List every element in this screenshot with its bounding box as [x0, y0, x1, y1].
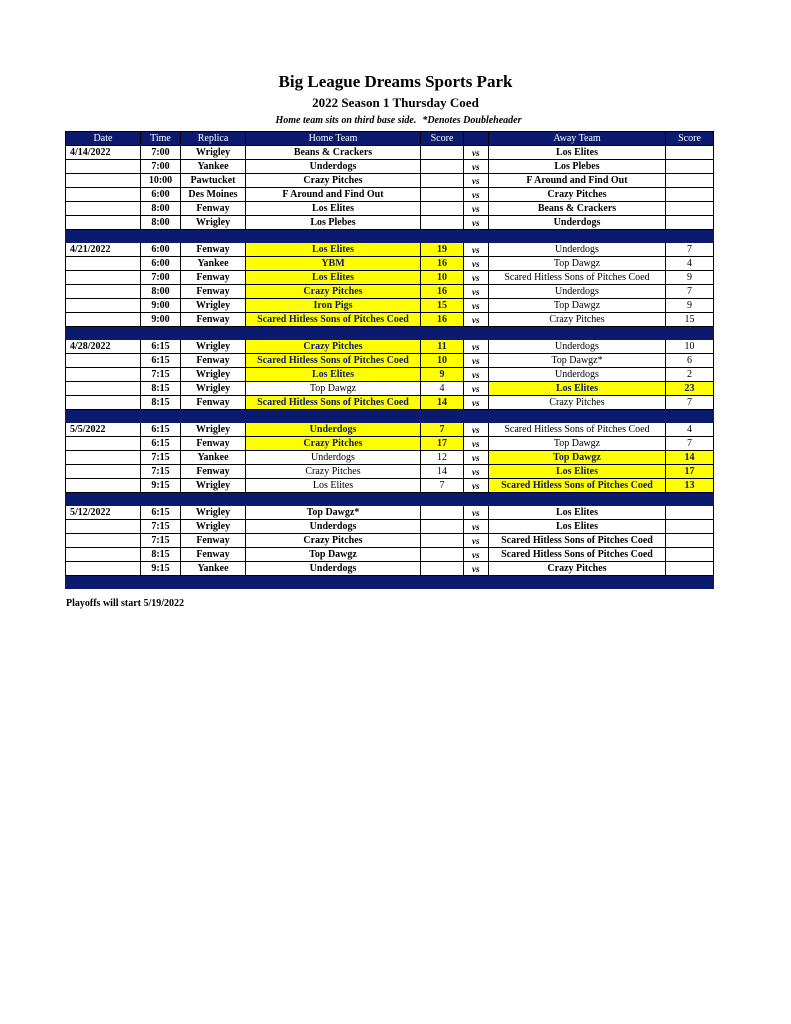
- away-team: Crazy Pitches: [489, 313, 666, 327]
- game-date: [66, 534, 141, 548]
- game-row: [66, 451, 714, 465]
- vs-label: vs: [464, 548, 489, 562]
- schedule-note: [0, 115, 791, 126]
- game-row: [66, 174, 714, 188]
- away-team: Scared Hitless Sons of Pitches Coed: [489, 271, 666, 285]
- game-replica: Wrigley: [181, 146, 246, 160]
- home-team: Underdogs: [246, 562, 421, 576]
- vs-label: vs: [464, 534, 489, 548]
- home-team: Los Elites: [246, 271, 421, 285]
- home-score: 7: [421, 423, 464, 437]
- away-team: F Around and Find Out: [489, 174, 666, 188]
- game-date: 4/21/2022: [66, 243, 141, 257]
- game-replica: Fenway: [181, 313, 246, 327]
- away-score: 7: [666, 396, 714, 410]
- game-date: 5/5/2022: [66, 423, 141, 437]
- game-row: [66, 396, 714, 410]
- away-team: Los Elites: [489, 465, 666, 479]
- game-time: 6:00: [141, 257, 181, 271]
- away-score: 13: [666, 479, 714, 493]
- week-separator: [66, 327, 714, 340]
- home-team: Scared Hitless Sons of Pitches Coed: [246, 396, 421, 410]
- away-team: Scared Hitless Sons of Pitches Coed: [489, 548, 666, 562]
- game-date: [66, 368, 141, 382]
- home-score: [421, 174, 464, 188]
- vs-label: vs: [464, 506, 489, 520]
- game-time: 9:00: [141, 299, 181, 313]
- away-team: Scared Hitless Sons of Pitches Coed: [489, 534, 666, 548]
- game-time: 7:00: [141, 146, 181, 160]
- away-team: Los Elites: [489, 520, 666, 534]
- game-time: 10:00: [141, 174, 181, 188]
- game-replica: Wrigley: [181, 216, 246, 230]
- vs-label: vs: [464, 437, 489, 451]
- home-score: [421, 202, 464, 216]
- game-date: [66, 354, 141, 368]
- game-row: [66, 202, 714, 216]
- home-score: [421, 562, 464, 576]
- vs-label: vs: [464, 160, 489, 174]
- game-row: [66, 562, 714, 576]
- game-time: 6:00: [141, 188, 181, 202]
- game-date: [66, 479, 141, 493]
- vs-label: vs: [464, 216, 489, 230]
- away-score: [666, 188, 714, 202]
- game-replica: Wrigley: [181, 520, 246, 534]
- note-doubleheader: *Denotes Doubleheader: [422, 115, 522, 126]
- away-score: 4: [666, 423, 714, 437]
- away-score: 15: [666, 313, 714, 327]
- game-time: 7:15: [141, 368, 181, 382]
- week-separator: [66, 230, 714, 243]
- game-replica: Fenway: [181, 243, 246, 257]
- schedule-body: [66, 146, 714, 589]
- home-score: 15: [421, 299, 464, 313]
- vs-label: vs: [464, 340, 489, 354]
- game-replica: Yankee: [181, 257, 246, 271]
- game-replica: Wrigley: [181, 382, 246, 396]
- home-score: [421, 216, 464, 230]
- game-replica: Wrigley: [181, 340, 246, 354]
- away-team: Los Elites: [489, 146, 666, 160]
- home-score: 12: [421, 451, 464, 465]
- game-time: 7:15: [141, 520, 181, 534]
- away-score: [666, 506, 714, 520]
- away-score: [666, 216, 714, 230]
- away-team: Crazy Pitches: [489, 188, 666, 202]
- game-date: [66, 257, 141, 271]
- vs-label: vs: [464, 396, 489, 410]
- away-score: 9: [666, 271, 714, 285]
- game-row: [66, 368, 714, 382]
- game-replica: Fenway: [181, 354, 246, 368]
- away-team: Los Elites: [489, 506, 666, 520]
- away-score: 9: [666, 299, 714, 313]
- game-time: 7:00: [141, 271, 181, 285]
- vs-label: vs: [464, 313, 489, 327]
- separator-bar: [66, 327, 714, 340]
- game-row: [66, 534, 714, 548]
- game-row: [66, 437, 714, 451]
- away-team: Beans & Crackers: [489, 202, 666, 216]
- game-date: [66, 548, 141, 562]
- game-time: 8:15: [141, 382, 181, 396]
- away-score: [666, 160, 714, 174]
- vs-label: vs: [464, 465, 489, 479]
- away-score: [666, 548, 714, 562]
- game-date: [66, 202, 141, 216]
- separator-bar: [66, 230, 714, 243]
- home-team: Crazy Pitches: [246, 285, 421, 299]
- vs-label: vs: [464, 479, 489, 493]
- vs-label: vs: [464, 299, 489, 313]
- home-team: Underdogs: [246, 160, 421, 174]
- game-replica: Fenway: [181, 465, 246, 479]
- game-date: [66, 562, 141, 576]
- home-score: 16: [421, 285, 464, 299]
- game-date: [66, 465, 141, 479]
- home-score: [421, 520, 464, 534]
- week-separator: [66, 576, 714, 589]
- vs-label: vs: [464, 174, 489, 188]
- column-header-vs: [464, 132, 489, 146]
- away-score: 2: [666, 368, 714, 382]
- home-team: Beans & Crackers: [246, 146, 421, 160]
- home-score: [421, 506, 464, 520]
- away-score: 7: [666, 285, 714, 299]
- game-time: 6:15: [141, 340, 181, 354]
- home-team: Los Elites: [246, 368, 421, 382]
- home-score: 16: [421, 257, 464, 271]
- away-score: [666, 174, 714, 188]
- home-team: Crazy Pitches: [246, 465, 421, 479]
- column-header-time: Time: [141, 132, 181, 146]
- separator-bar: [66, 493, 714, 506]
- away-team: Top Dawgz: [489, 451, 666, 465]
- game-date: [66, 216, 141, 230]
- game-date: [66, 520, 141, 534]
- column-header-away-team: Away Team: [489, 132, 666, 146]
- away-team: Scared Hitless Sons of Pitches Coed: [489, 423, 666, 437]
- game-date: [66, 299, 141, 313]
- vs-label: vs: [464, 271, 489, 285]
- page-subtitle: 2022 Season 1 Thursday Coed: [312, 95, 479, 110]
- home-team: Underdogs: [246, 451, 421, 465]
- game-row: [66, 548, 714, 562]
- away-score: 6: [666, 354, 714, 368]
- away-team: Scared Hitless Sons of Pitches Coed: [489, 479, 666, 493]
- game-row: [66, 299, 714, 313]
- away-team: Underdogs: [489, 216, 666, 230]
- home-score: 10: [421, 354, 464, 368]
- home-team: Top Dawgz*: [246, 506, 421, 520]
- game-date: [66, 188, 141, 202]
- game-date: [66, 174, 141, 188]
- home-team: Crazy Pitches: [246, 340, 421, 354]
- table-header-row: [66, 132, 714, 146]
- home-team: Scared Hitless Sons of Pitches Coed: [246, 354, 421, 368]
- game-row: [66, 160, 714, 174]
- game-time: 6:15: [141, 354, 181, 368]
- home-score: 17: [421, 437, 464, 451]
- home-score: [421, 188, 464, 202]
- away-team: Underdogs: [489, 368, 666, 382]
- home-score: 11: [421, 340, 464, 354]
- vs-label: vs: [464, 146, 489, 160]
- away-team: Top Dawgz: [489, 299, 666, 313]
- game-time: 7:15: [141, 465, 181, 479]
- playoffs-note: Playoffs will start 5/19/2022: [66, 598, 185, 609]
- game-time: 6:00: [141, 243, 181, 257]
- game-date: [66, 285, 141, 299]
- game-replica: Yankee: [181, 451, 246, 465]
- away-score: [666, 202, 714, 216]
- vs-label: vs: [464, 243, 489, 257]
- schedule-table: [65, 131, 714, 589]
- home-score: 14: [421, 465, 464, 479]
- game-date: 4/28/2022: [66, 340, 141, 354]
- home-team: Los Elites: [246, 243, 421, 257]
- home-score: 14: [421, 396, 464, 410]
- game-row: [66, 354, 714, 368]
- home-score: [421, 534, 464, 548]
- away-score: 17: [666, 465, 714, 479]
- game-row: [66, 216, 714, 230]
- home-team: Top Dawgz: [246, 548, 421, 562]
- game-row: [66, 257, 714, 271]
- away-team: Top Dawgz: [489, 437, 666, 451]
- home-team: Crazy Pitches: [246, 437, 421, 451]
- vs-label: vs: [464, 257, 489, 271]
- home-team: YBM: [246, 257, 421, 271]
- game-date: 4/14/2022: [66, 146, 141, 160]
- home-team: Underdogs: [246, 423, 421, 437]
- game-replica: Des Moines: [181, 188, 246, 202]
- game-replica: Pawtucket: [181, 174, 246, 188]
- vs-label: vs: [464, 562, 489, 576]
- home-team: Los Plebes: [246, 216, 421, 230]
- game-replica: Fenway: [181, 437, 246, 451]
- game-time: 7:15: [141, 451, 181, 465]
- home-team: Los Elites: [246, 479, 421, 493]
- vs-label: vs: [464, 520, 489, 534]
- page-title: Big League Dreams Sports Park: [278, 72, 513, 91]
- away-team: Top Dawgz*: [489, 354, 666, 368]
- separator-bar: [66, 576, 714, 589]
- game-row: [66, 465, 714, 479]
- away-score: 10: [666, 340, 714, 354]
- vs-label: vs: [464, 451, 489, 465]
- home-score: [421, 146, 464, 160]
- week-separator: [66, 493, 714, 506]
- away-score: [666, 534, 714, 548]
- away-score: 7: [666, 437, 714, 451]
- vs-label: vs: [464, 354, 489, 368]
- game-time: 9:00: [141, 313, 181, 327]
- away-score: 14: [666, 451, 714, 465]
- home-team: F Around and Find Out: [246, 188, 421, 202]
- vs-label: vs: [464, 382, 489, 396]
- home-score: 16: [421, 313, 464, 327]
- home-score: 4: [421, 382, 464, 396]
- column-header-home-team: Home Team: [246, 132, 421, 146]
- game-row: [66, 382, 714, 396]
- game-replica: Wrigley: [181, 423, 246, 437]
- away-team: Underdogs: [489, 340, 666, 354]
- separator-bar: [66, 410, 714, 423]
- note-home-team: Home team sits on third base side.: [275, 115, 417, 126]
- game-time: 8:15: [141, 396, 181, 410]
- game-row: [66, 423, 714, 437]
- away-team: Underdogs: [489, 243, 666, 257]
- game-replica: Fenway: [181, 271, 246, 285]
- game-replica: Yankee: [181, 160, 246, 174]
- game-date: [66, 160, 141, 174]
- column-header-home-score: Score: [421, 132, 464, 146]
- home-score: [421, 548, 464, 562]
- home-score: [421, 160, 464, 174]
- away-score: 4: [666, 257, 714, 271]
- away-score: 7: [666, 243, 714, 257]
- game-date: [66, 451, 141, 465]
- game-row: [66, 520, 714, 534]
- game-time: 8:00: [141, 285, 181, 299]
- game-row: [66, 479, 714, 493]
- game-row: [66, 146, 714, 160]
- game-replica: Wrigley: [181, 479, 246, 493]
- game-replica: Fenway: [181, 548, 246, 562]
- home-team: Underdogs: [246, 520, 421, 534]
- away-team: Crazy Pitches: [489, 396, 666, 410]
- game-replica: Wrigley: [181, 368, 246, 382]
- game-replica: Wrigley: [181, 299, 246, 313]
- home-score: 9: [421, 368, 464, 382]
- game-replica: Yankee: [181, 562, 246, 576]
- vs-label: vs: [464, 368, 489, 382]
- home-team: Crazy Pitches: [246, 534, 421, 548]
- game-replica: Fenway: [181, 202, 246, 216]
- game-replica: Fenway: [181, 285, 246, 299]
- column-header-date: Date: [66, 132, 141, 146]
- game-row: [66, 285, 714, 299]
- away-team: Crazy Pitches: [489, 562, 666, 576]
- game-time: 8:00: [141, 216, 181, 230]
- game-row: [66, 188, 714, 202]
- game-time: 7:15: [141, 534, 181, 548]
- home-team: Crazy Pitches: [246, 174, 421, 188]
- vs-label: vs: [464, 202, 489, 216]
- away-score: [666, 520, 714, 534]
- home-team: Iron Pigs: [246, 299, 421, 313]
- home-team: Los Elites: [246, 202, 421, 216]
- away-score: [666, 562, 714, 576]
- game-replica: Fenway: [181, 396, 246, 410]
- column-header-away-score: Score: [666, 132, 714, 146]
- home-score: 10: [421, 271, 464, 285]
- game-time: 6:15: [141, 437, 181, 451]
- game-date: [66, 437, 141, 451]
- game-time: 8:15: [141, 548, 181, 562]
- game-time: 9:15: [141, 479, 181, 493]
- game-date: [66, 271, 141, 285]
- game-replica: Fenway: [181, 534, 246, 548]
- game-time: 8:00: [141, 202, 181, 216]
- game-time: 6:15: [141, 506, 181, 520]
- game-time: 6:15: [141, 423, 181, 437]
- game-date: [66, 313, 141, 327]
- away-team: Top Dawgz: [489, 257, 666, 271]
- game-date: [66, 396, 141, 410]
- week-separator: [66, 410, 714, 423]
- game-date: [66, 382, 141, 396]
- home-score: 7: [421, 479, 464, 493]
- home-team: Scared Hitless Sons of Pitches Coed: [246, 313, 421, 327]
- game-row: [66, 243, 714, 257]
- game-row: [66, 340, 714, 354]
- away-score: [666, 146, 714, 160]
- vs-label: vs: [464, 188, 489, 202]
- game-time: 7:00: [141, 160, 181, 174]
- away-team: Los Plebes: [489, 160, 666, 174]
- game-row: [66, 313, 714, 327]
- away-team: Underdogs: [489, 285, 666, 299]
- game-replica: Wrigley: [181, 506, 246, 520]
- game-time: 9:15: [141, 562, 181, 576]
- away-score: 23: [666, 382, 714, 396]
- away-team: Los Elites: [489, 382, 666, 396]
- game-row: [66, 506, 714, 520]
- home-score: 19: [421, 243, 464, 257]
- home-team: Top Dawgz: [246, 382, 421, 396]
- vs-label: vs: [464, 285, 489, 299]
- column-header-replica: Replica: [181, 132, 246, 146]
- vs-label: vs: [464, 423, 489, 437]
- game-date: 5/12/2022: [66, 506, 141, 520]
- game-row: [66, 271, 714, 285]
